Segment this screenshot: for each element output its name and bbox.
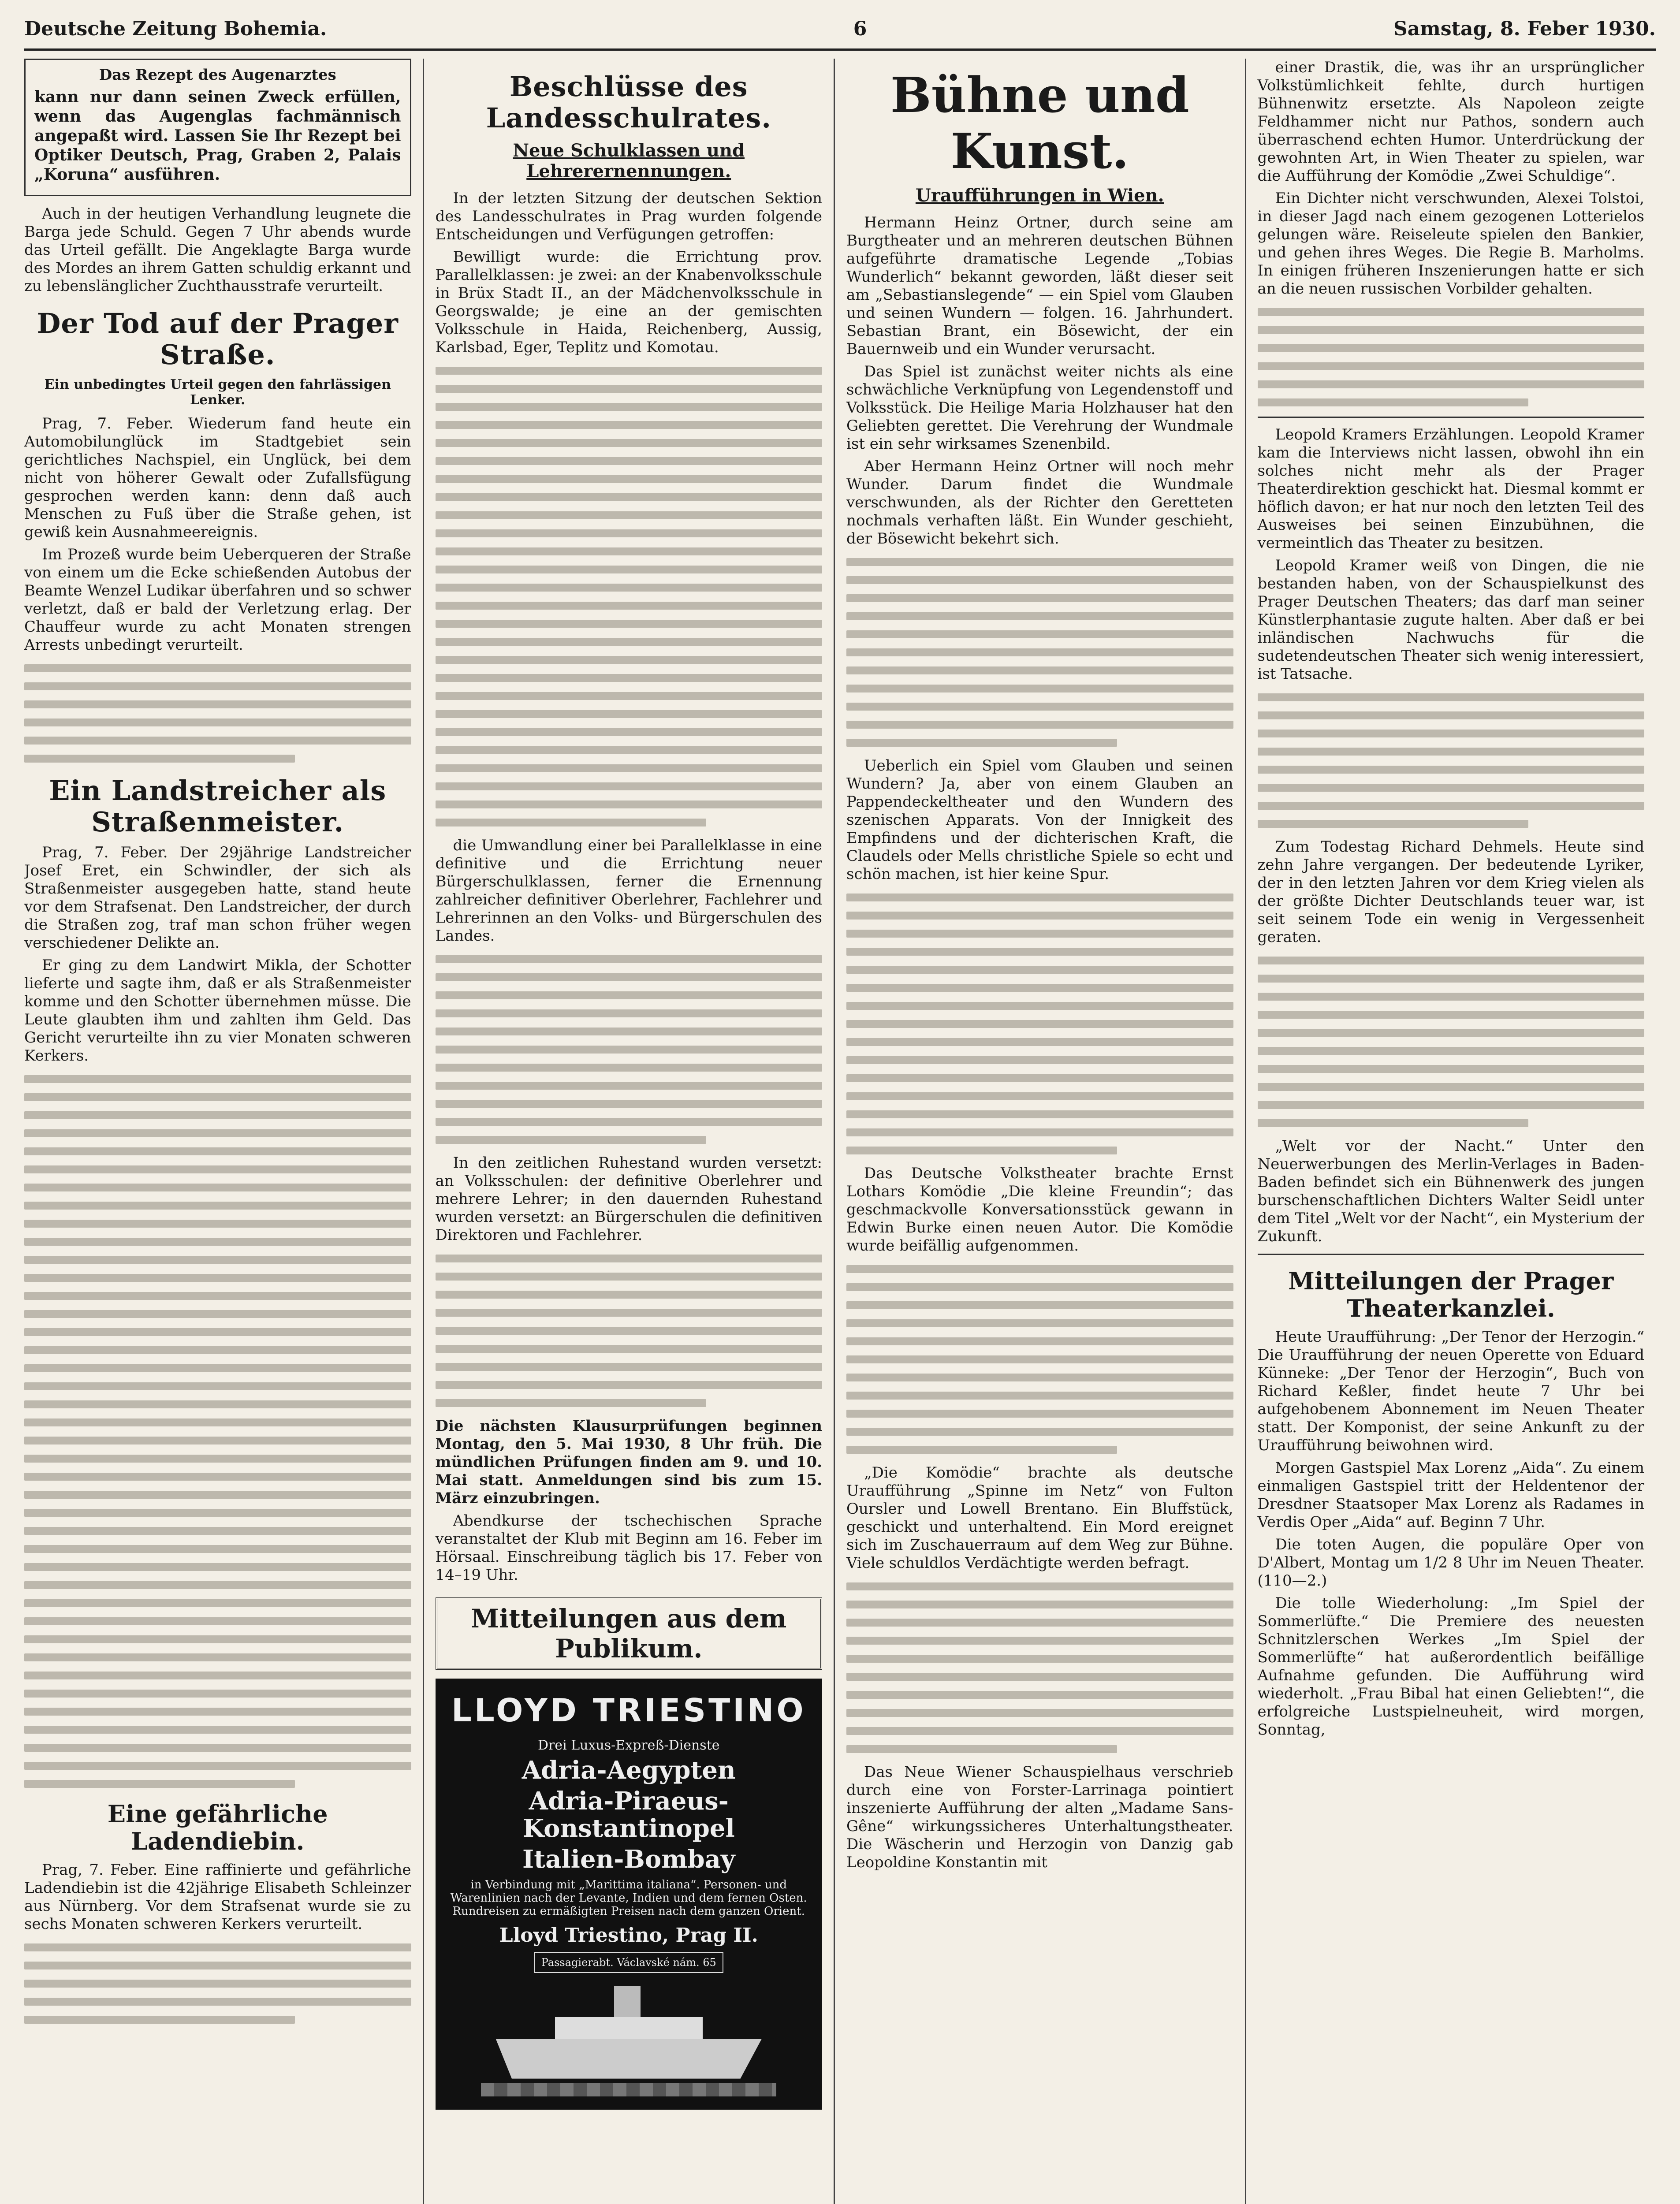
paragraph: die Umwandlung einer bei Parallelklasse in eine definitive und die Errichtung neuer Bürgerschulklassen, ferner die Ernennung zahlreicher definitiver Oberlehrer, Fachlehrer und Lehrerinnen an den Volks- und Bürgerschulen des Landes. <box>435 836 822 945</box>
headline-ladendiebin: Eine gefährliche Ladendiebin. <box>107 1800 328 1856</box>
headline-landstreicher: Ein Landstreicher als Straßenmeister. <box>49 774 387 838</box>
subheadline-urauffuehrungen: Uraufführungen in Wien. <box>915 185 1164 206</box>
column-3 <box>835 59 1246 2204</box>
ad-route-1: Adria-Aegypten <box>522 1755 736 1785</box>
lloyd-triestino-ad <box>436 1679 823 2110</box>
optician-notice <box>24 59 411 196</box>
column-1 <box>24 59 424 2204</box>
headline-buehne-kunst: Bühne und Kunst. <box>890 67 1189 179</box>
paragraph: Das Deutsche Volkstheater brachte Ernst Lothars Komödie „Die kleine Freundin“; das geschmackvolle Konversationsstück gewann in Edwin Burke einen neuen Autor. Die Komödie wurde beifällig aufgenommen. <box>846 1165 1233 1255</box>
text-lines <box>846 1265 1233 1454</box>
headline-landesschulrat: Beschlüsse des Landesschulrates. <box>486 71 771 134</box>
ship-illustration-icon <box>481 1982 776 2096</box>
paragraph: Heute Uraufführung: „Der Tenor der Herzogin.“ Die Uraufführung der neuen Operette von Eduard Künneke: „Der Tenor der Herzogin“, Buch von Richard Keßler, findet heute 7 Uhr bei aufgehobenem Abonnement im Neuen Theater statt. Der Komponist, der seine Ankunft zu der Uraufführung beiwohnen wird. <box>1257 1328 1644 1455</box>
paragraph: Die nächsten Klausurprüfungen beginnen Montag, den 5. Mai 1930, 8 Uhr früh. Die mündlichen Prüfungen finden am 9. und 10. Mai statt. Anmeldungen sind bis zum 15. März einzubringen. <box>435 1417 822 1507</box>
paragraph: Bewilligt wurde: die Errichtung prov. Parallelklassen: je zwei: an der Knabenvolksschule in Brüx Stadt II., an der Mädchenvolksschule in Georgswalde; je eine an der gemischten Volksschule in Haida, Reichenberg, Aussig, Karlsbad, Eger, Teplitz und Komotau. <box>435 248 822 356</box>
paragraph: „Welt vor der Nacht.“ Unter den Neuerwerbungen des Merlin-Verlages in Baden-Baden befindet sich ein Bühnenwerk des jungen burschenschaftlichen Dichters Walter Seidl unter dem Titel „Welt vor der Nacht“, ein Mysterium der Zukunft. <box>1257 1137 1644 1245</box>
headline-prager-strasse: Der Tod auf der Prager Straße. <box>37 307 399 371</box>
ad-description: in Verbindung mit „Marittima italiana“. Personen- und Warenlinien nach der Levante, Indien und dem fernen Osten. Rundreisen zu ermäßigten Preisen nach dem ganzen Orient. <box>450 1878 807 1918</box>
issue-date: Samstag, 8. Feber 1930. <box>1393 18 1656 40</box>
newspaper-name: Deutsche Zeitung Bohemia. <box>24 18 327 40</box>
paragraph: Prag, 7. Feber. Wiederum fand heute ein Automobilunglück im Stadtgebiet sein gerichtliches Nachspiel, ein Unglück, bei dem nicht von höherer Gewalt oder Zufallsfügung gesprochen werden kann: denn daß auch Menschen zu Fuß über die Straße gehen, ist gewiß kein Ausnahmeereignis. <box>24 414 411 541</box>
column-2 <box>424 59 835 2204</box>
ad-brand: LLOYD TRIESTINO <box>451 1691 806 1729</box>
column-4 <box>1246 59 1656 2204</box>
paragraph: „Die Komödie“ brachte als deutsche Uraufführung „Spinne im Netz“ von Fulton Oursler und Lowell Brentano. Ein Bluffstück, geschickt und unterhaltend. Ein Mord ereignet sich im Zuschauerraum auf dem Weg zur Bühne. Viele schuldlos Verdächtigte werden befragt. <box>846 1464 1233 1572</box>
article-columns <box>24 59 1656 2204</box>
paragraph: Zum Todestag Richard Dehmels. Heute sind zehn Jahre vergangen. Der bedeutende Lyriker, der in den letzten Jahren vor dem Krieg vielen als der größte Dichter Deutschlands teuer war, ist seit seinem Tode ein wenig in Vergessenheit geraten. <box>1257 838 1644 946</box>
masthead <box>24 18 1656 51</box>
paragraph: Aber Hermann Heinz Ortner will noch mehr Wunder. Darum findet die Wundmale verschwunden, als der Richter den Geretteten nochmals verhaften läßt. Ein Wunder geschieht, der Bösewicht bekehrt sich. <box>846 458 1233 547</box>
text-lines <box>24 1943 411 2024</box>
paragraph: Leopold Kramers Erzählungen. Leopold Kramer kam die Interviews nicht lassen, obwohl ihn ein solches nicht mehr als der Prager Theaterdirektion geschickt hat. Diesmal kommt er höflich davon; er hat nur noch den letzten Teil des Ausweises bei seinen Einzubühnen, die vermeintlich das Theater zu besitzen. <box>1257 426 1644 552</box>
ad-route-2: Adria-Piraeus-Konstantinopel <box>522 1786 735 1843</box>
paragraph: In den zeitlichen Ruhestand wurden versetzt: an Volksschulen: der definitive Oberlehrer und mehrere Lehrer; in den dauernden Ruhestand wurden versetzt: an Bürgerschulen die definitiven Direktoren und Fachlehrer. <box>435 1154 822 1244</box>
text-lines <box>24 664 411 763</box>
headline-theaterkanzlei: Mitteilungen der Prager Theaterkanzlei. <box>1288 1267 1614 1323</box>
notice-text: kann nur dann seinen Zweck erfüllen, wenn das Augenglas fachmännisch angepaßt wird. Lassen Sie Ihr Rezept bei Optiker Deutsch, Prag, Graben 2, Palais „Koruna“ ausführen. <box>34 88 401 184</box>
text-lines <box>436 367 823 826</box>
paragraph: Das Spiel ist zunächst weiter nichts als eine schwächliche Verknüpfung von Legendenstoff und Volksstück. Die Heilige Maria Holzhauser hat den Geliebten gerettet. Die Verehrung der Wundmale ist ein sehr wirksames Szenenbild. <box>846 363 1233 453</box>
paragraph: Prag, 7. Feber. Eine raffinierte und gefährliche Ladendiebin ist die 42jährige Elisabeth Schleinzer aus Nürnberg. Vor dem Strafsenat wurde sie zu sechs Monaten schweren Kerkers verurteilt. <box>24 1861 411 1933</box>
text-lines <box>1258 693 1645 828</box>
text-lines <box>1258 957 1645 1127</box>
paragraph: Morgen Gastspiel Max Lorenz „Aida“. Zu einem einmaligen Gastspiel tritt der Heldentenor der Dresdner Staatsoper Max Lorenz als Radames in Verdis Oper „Aida“ auf. Beginn 7 Uhr. <box>1257 1459 1644 1531</box>
paragraph: Abendkurse der tschechischen Sprache veranstaltet der Klub mit Beginn am 16. Feber im Hörsaal. Einschreibung täglich bis 17. Feber von 14–19 Uhr. <box>435 1512 822 1584</box>
text-lines <box>846 894 1233 1154</box>
divider <box>1258 417 1645 418</box>
ad-route-3: Italien-Bombay <box>522 1844 735 1874</box>
paragraph: Die tolle Wiederholung: „Im Spiel der Sommerlüfte.“ Die Premiere des neuesten Schnitzlerschen Werkes „Im Spiel der Sommerlüfte“ hat außerordentlich beifällige Aufnahme gefunden. Die Aufführung wird wiederholt. „Frau Bibal hat einen Geliebten!“, die erfolgreiche Lustspielneuheit, wird morgen, Sonntag, <box>1257 1594 1644 1739</box>
ad-address: Passagierabt. Václavské nám. 65 <box>534 1952 723 1973</box>
paragraph: Leopold Kramer weiß von Dingen, die nie bestanden haben, von der Schauspielkunst des Prager Deutschen Theaters; das darf man seiner Künstlerphantasie zugute halten. Aber daß er bei inländischen Nachwuchs für die sudetendeutschen Theater sich wenig interessiert, ist Tatsache. <box>1257 557 1644 683</box>
page-number: 6 <box>853 18 867 40</box>
divider <box>1258 1254 1645 1255</box>
article-intro: Auch in der heutigen Verhandlung leugnete die Barga jede Schuld. Gegen 7 Uhr abends wurde das Urteil gefällt. Die Angeklagte Barga wurde des Mordes an ihrem Gatten schuldig erkannt und zu lebenslänglicher Zuchthausstrafe verurteilt. <box>24 205 411 295</box>
paragraph: einer Drastik, die, was ihr an ursprünglicher Volkstümlichkeit fehlte, durch hurtigen Bühnenwitz ersetzte. Als Napoleon zeigte Feldhammer nicht nur Pathos, sondern auch überraschend echten Humor. Unterdrückung der gewohnten Art, in Wien Theater zu spielen, war die Aufführung der Komödie „Zwei Schuldige“. <box>1257 59 1644 185</box>
mitteilungen-title: Mitteilungen aus dem Publikum. <box>471 1603 787 1664</box>
paragraph: Die toten Augen, die populäre Oper von D'Albert, Montag um 1/2 8 Uhr im Neuen Theater. (110—2.) <box>1257 1536 1644 1590</box>
text-lines <box>846 558 1233 747</box>
paragraph: Das Neue Wiener Schauspielhaus verschrieb durch eine von Forster-Larrinaga pointiert inszenierte Aufführung der alten „Madame Sans-Gêne“ wirkungssicheres Unterhaltungstheater. Die Wäscherin und Herzogin von Danzig gab Leopoldine Konstantin mit <box>846 1763 1233 1871</box>
text-lines <box>436 955 823 1144</box>
ad-tagline: Drei Luxus-Expreß-Dienste <box>537 1737 720 1753</box>
mitteilungen-banner <box>436 1597 823 1670</box>
text-lines <box>1258 308 1645 406</box>
paragraph: Ueberlich ein Spiel vom Glauben und seinen Wundern? Ja, aber von einem Glauben an Pappendeckeltheater und den Wundern des szenischen Apparats. Von der Innigkeit des Empfindens und der dichterischen Kraft, die Claudels oder Mells christliche Spiele so echt und schön machen, ist hier keine Spur. <box>846 757 1233 883</box>
ad-company: Lloyd Triestino, Prag II. <box>499 1924 758 1947</box>
notice-title: Das Rezept des Augenarztes <box>99 66 336 84</box>
paragraph: Im Prozeß wurde beim Ueberqueren der Straße von einem um die Ecke schießenden Autobus der Beamte Wenzel Ludikar überfahren und so schwer verletzt, daß er bald der Verletzung erlag. Der Chauffeur wurde zu acht Monaten strengen Arrests unbedingt verurteilt. <box>24 545 411 654</box>
paragraph: Hermann Heinz Ortner, durch seine am Burgtheater und an mehreren deutschen Bühnen aufgeführte dramatische Legende „Tobias Wunderlich“ bekannt geworden, läßt dieser seit am „Sebastianslegende“ — ein Spiel vom Glauben und seinen Wundern — folgen. 16. Jahrhundert. Sebastian Brant, ein Bösewicht, der ein Bauernweib und ein Wunder verursacht. <box>846 214 1233 358</box>
text-lines <box>846 1582 1233 1753</box>
text-lines <box>24 1075 411 1788</box>
subheadline-urteil: Ein unbedingtes Urteil gegen den fahrlässigen Lenker. <box>44 376 391 408</box>
paragraph: Ein Dichter nicht verschwunden, Alexei Tolstoi, in dieser Jagd nach einem gezogenen Lotterielos gelungen wäre. Reiseleute spielen den Bankier, und gehen ihres Weges. Die Regie B. Marholms. In einigen früheren Inszenierungen hatte er sich an die neuen russischen Vorbilder gehalten. <box>1257 190 1644 298</box>
subheadline-schulklassen: Neue Schulklassen und Lehrerernennungen. <box>513 140 745 182</box>
paragraph: Prag, 7. Feber. Der 29jährige Landstreicher Josef Eret, ein Schwindler, der sich als Straßenmeister ausgegeben hatte, stand heute vor dem Strafsenat. Den Landstreicher, der durch die Straßen zog, traf man schon früher wegen verschiedener Delikte an. <box>24 844 411 952</box>
text-lines <box>436 1255 823 1407</box>
paragraph: Er ging zu dem Landwirt Mikla, der Schotter lieferte und sagte ihm, daß er als Straßenmeister komme und den Schotter übernehmen müsse. Die Leute glaubten ihm und zahlten ihm Geld. Das Gericht verurteilte ihn zu vier Monaten schweren Kerkers. <box>24 957 411 1065</box>
paragraph: In der letzten Sitzung der deutschen Sektion des Landesschulrates in Prag wurden folgende Entscheidungen und Verfügungen getroffen: <box>435 189 822 243</box>
